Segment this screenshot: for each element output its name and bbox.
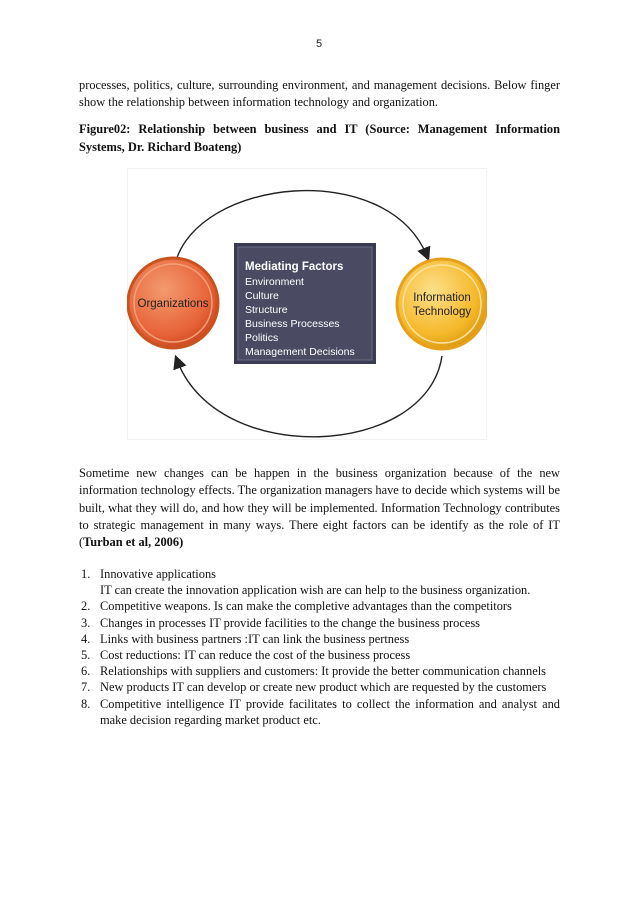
box-item-management-decisions: Management Decisions [245, 346, 355, 358]
list-item: 7. New products IT can develop or create new product which are requested by the customers [81, 680, 547, 695]
list-item: 8. Competitive intelligence IT provide facilitates to collect the information and analyst and make decision regarding market product etc. [81, 696, 560, 727]
it-label-line2: Technology [412, 306, 472, 318]
list-item: 4. Links with business partners :IT can link the business pertness [81, 631, 410, 646]
body-paragraph [79, 465, 560, 551]
list-item: 3. Changes in processes IT provide facilities to the change the business process [81, 615, 480, 630]
list-item: 6. Relationships with suppliers and customers: It provide the better communication channels [81, 664, 546, 679]
box-item-structure: Structure [245, 304, 288, 316]
intro-paragraph: processes, politics, culture, surrounding environment, and management decisions. Below finger show the relationship between information technology and organization. [79, 78, 560, 110]
list-item: 2. Competitive weapons. Is can make the completive advantages than the competitors [81, 599, 512, 614]
box-title: Mediating Factors [245, 261, 344, 273]
organizations-label: Organizations [137, 298, 209, 310]
body-paragraph-text: Sometime new changes can be happen in the business organization because of the new information technology effects. The organization managers have to decide which systems will be built, what they will do, and how they will be implemented. Information Technology contributes to strategic management in many ways. There eight factors can be identify as the role of IT ( [79, 466, 560, 550]
box-item-politics: Politics [245, 332, 279, 344]
box-item-culture: Culture [245, 290, 279, 302]
box-item-business-processes: Business Processes [245, 318, 340, 330]
it-label-line1: Information [413, 292, 471, 304]
figure-caption: Figure02: Relationship between business and IT (Source: Management Information Systems, Dr. Richard Boateng) [79, 122, 560, 154]
citation: Turban et al, 2006) [83, 535, 184, 550]
it-roles-list [79, 566, 560, 728]
box-item-environment: Environment [245, 276, 304, 288]
information-technology-circle [397, 259, 487, 349]
diagram-svg [127, 168, 487, 440]
page-number: 5 [315, 38, 323, 50]
relationship-diagram [127, 168, 487, 440]
list-item: 1. Innovative applications IT can create the innovation application wish are can help to the business organization. [81, 567, 531, 598]
list-item: 5. Cost reductions: IT can reduce the cost of the business process [81, 648, 411, 663]
